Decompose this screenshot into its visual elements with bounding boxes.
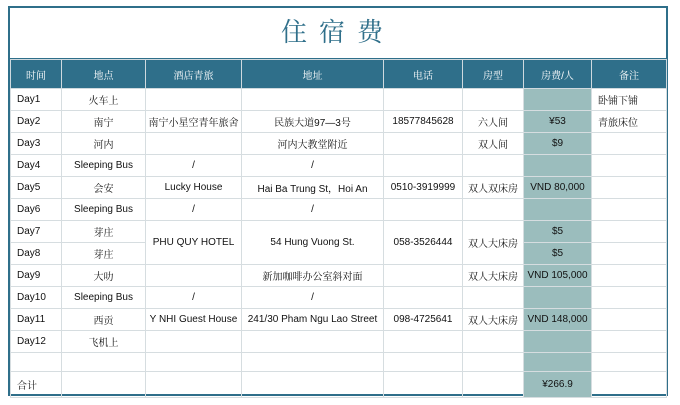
cell-phone[interactable]: 058-3526444 [384, 221, 463, 265]
table-row [11, 309, 667, 331]
cell-empty[interactable] [592, 372, 667, 398]
cell-hotel[interactable] [146, 265, 242, 287]
cell-empty[interactable] [384, 353, 463, 372]
cell-day[interactable]: Day2 [11, 111, 62, 133]
cell-hotel[interactable] [146, 133, 242, 155]
cell-day[interactable]: Day1 [11, 89, 62, 111]
cell-room[interactable]: 双人大床房 [463, 309, 524, 331]
cell-empty[interactable] [62, 353, 146, 372]
cell-place[interactable]: 西贡 [62, 309, 146, 331]
cell-day[interactable]: Day9 [11, 265, 62, 287]
cell-phone[interactable] [384, 331, 463, 353]
cell-address[interactable]: 54 Hung Vuong St. [242, 221, 384, 265]
cell-fee[interactable]: $9 [524, 133, 592, 155]
blank-row [11, 353, 667, 372]
cell-empty[interactable] [146, 372, 242, 398]
cell-day[interactable]: Day12 [11, 331, 62, 353]
cell-place[interactable]: 会安 [62, 177, 146, 199]
table-row [11, 155, 667, 177]
col-header-time[interactable]: 时间 [11, 60, 62, 89]
cell-room[interactable] [463, 331, 524, 353]
cell-room[interactable]: 双人大床房 [463, 221, 524, 265]
cell-fee[interactable] [524, 89, 592, 111]
table-row [11, 111, 667, 133]
cell-room[interactable] [463, 199, 524, 221]
cell-place[interactable]: 大叻 [62, 265, 146, 287]
cell-phone[interactable]: 0510-3919999 [384, 177, 463, 199]
cell-address[interactable]: 河内大教堂附近 [242, 133, 384, 155]
header-row [11, 60, 667, 89]
col-header-address[interactable]: 地址 [242, 60, 384, 89]
table-row [11, 199, 667, 221]
col-header-hotel[interactable]: 酒店青旅 [146, 60, 242, 89]
cell-phone[interactable] [384, 265, 463, 287]
cell-room[interactable] [463, 89, 524, 111]
cell-address[interactable]: 241/30 Pham Ngu Lao Street [242, 309, 384, 331]
table-row [11, 177, 667, 199]
cell-note[interactable] [592, 199, 667, 221]
cell-day[interactable]: Day11 [11, 309, 62, 331]
cell-empty[interactable] [463, 372, 524, 398]
cell-fee[interactable]: VND 105,000 [524, 265, 592, 287]
cell-hotel[interactable] [146, 89, 242, 111]
cell-note[interactable] [592, 177, 667, 199]
total-fee[interactable]: ¥266.9 [524, 372, 592, 398]
cell-place[interactable]: 火车上 [62, 89, 146, 111]
lodging-sheet [8, 6, 668, 396]
cell-hotel[interactable]: / [146, 155, 242, 177]
table-row [11, 331, 667, 353]
cell-hotel[interactable]: / [146, 287, 242, 309]
table-row [11, 287, 667, 309]
cell-empty[interactable] [62, 372, 146, 398]
cell-empty[interactable] [242, 372, 384, 398]
cell-phone[interactable] [384, 133, 463, 155]
cell-address[interactable]: 新加咖啡办公室斜对面 [242, 265, 384, 287]
table-row [11, 89, 667, 111]
cell-fee[interactable] [524, 155, 592, 177]
cell-note[interactable]: 卧铺下铺 [592, 89, 667, 111]
cell-empty[interactable] [146, 353, 242, 372]
cell-phone[interactable] [384, 199, 463, 221]
cell-empty[interactable] [592, 353, 667, 372]
cell-address[interactable]: / [242, 155, 384, 177]
cell-note[interactable] [592, 221, 667, 243]
cell-fee[interactable] [524, 287, 592, 309]
cell-place[interactable]: Sleeping Bus [62, 287, 146, 309]
cell-note[interactable] [592, 155, 667, 177]
cell-fee[interactable]: $5 [524, 243, 592, 265]
cell-phone[interactable] [384, 287, 463, 309]
cell-phone[interactable] [384, 155, 463, 177]
total-row [11, 372, 667, 398]
cell-note[interactable]: 青旅床位 [592, 111, 667, 133]
cell-day[interactable]: Day3 [11, 133, 62, 155]
cell-hotel[interactable]: Lucky House [146, 177, 242, 199]
cell-phone[interactable] [384, 89, 463, 111]
cell-hotel[interactable]: PHU QUY HOTEL [146, 221, 242, 265]
cell-note[interactable] [592, 287, 667, 309]
cell-room[interactable]: 双人大床房 [463, 265, 524, 287]
cell-hotel[interactable]: 南宁小星空青年旅舍 [146, 111, 242, 133]
cell-place[interactable]: Sleeping Bus [62, 155, 146, 177]
cell-empty[interactable] [524, 353, 592, 372]
cell-fee[interactable]: VND 148,000 [524, 309, 592, 331]
cell-phone[interactable]: 18577845628 [384, 111, 463, 133]
cell-day[interactable]: Day4 [11, 155, 62, 177]
cell-fee[interactable]: VND 80,000 [524, 177, 592, 199]
cell-address[interactable]: 民族大道97—3号 [242, 111, 384, 133]
cell-fee[interactable]: $5 [524, 221, 592, 243]
cell-empty[interactable] [463, 353, 524, 372]
cell-day[interactable]: Day8 [11, 243, 62, 265]
cell-note[interactable] [592, 331, 667, 353]
sheet-title: 住宿费 [10, 8, 666, 59]
cell-place[interactable]: 芽庄 [62, 221, 146, 243]
total-label[interactable]: 合计 [11, 372, 62, 398]
cell-address[interactable] [242, 331, 384, 353]
cell-day[interactable]: Day7 [11, 221, 62, 243]
cell-room[interactable]: 双人双床房 [463, 177, 524, 199]
cell-empty[interactable] [242, 353, 384, 372]
cell-fee[interactable] [524, 331, 592, 353]
col-header-room-type[interactable]: 房型 [463, 60, 524, 89]
col-header-phone[interactable]: 电话 [384, 60, 463, 89]
cell-hotel[interactable]: Y NHI Guest House [146, 309, 242, 331]
cell-place[interactable]: 河内 [62, 133, 146, 155]
cell-room[interactable] [463, 287, 524, 309]
cell-fee[interactable] [524, 199, 592, 221]
cell-day[interactable]: Day6 [11, 199, 62, 221]
cell-hotel[interactable] [146, 331, 242, 353]
cell-empty[interactable] [11, 353, 62, 372]
cell-phone[interactable]: 098-4725641 [384, 309, 463, 331]
cell-address[interactable] [242, 89, 384, 111]
cell-room[interactable]: 双人间 [463, 133, 524, 155]
cell-note[interactable] [592, 309, 667, 331]
lodging-table [10, 59, 667, 398]
col-header-note[interactable]: 备注 [592, 60, 667, 89]
cell-place[interactable]: 南宁 [62, 111, 146, 133]
table-row [11, 133, 667, 155]
cell-empty[interactable] [384, 372, 463, 398]
col-header-fee[interactable]: 房费/人 [524, 60, 592, 89]
cell-address[interactable]: Hai Ba Trung St，Hoi An [242, 177, 384, 199]
table-row [11, 265, 667, 287]
cell-note[interactable] [592, 133, 667, 155]
cell-fee[interactable]: ¥53 [524, 111, 592, 133]
cell-room[interactable]: 六人间 [463, 111, 524, 133]
cell-hotel[interactable]: / [146, 199, 242, 221]
cell-room[interactable] [463, 155, 524, 177]
col-header-place[interactable]: 地点 [62, 60, 146, 89]
cell-day[interactable]: Day5 [11, 177, 62, 199]
cell-place[interactable]: 飞机上 [62, 331, 146, 353]
table-row [11, 221, 667, 243]
cell-place[interactable]: 芽庄 [62, 243, 146, 265]
cell-note[interactable] [592, 265, 667, 287]
cell-place[interactable]: Sleeping Bus [62, 199, 146, 221]
cell-day[interactable]: Day10 [11, 287, 62, 309]
cell-address[interactable]: / [242, 287, 384, 309]
cell-address[interactable]: / [242, 199, 384, 221]
cell-note[interactable] [592, 243, 667, 265]
